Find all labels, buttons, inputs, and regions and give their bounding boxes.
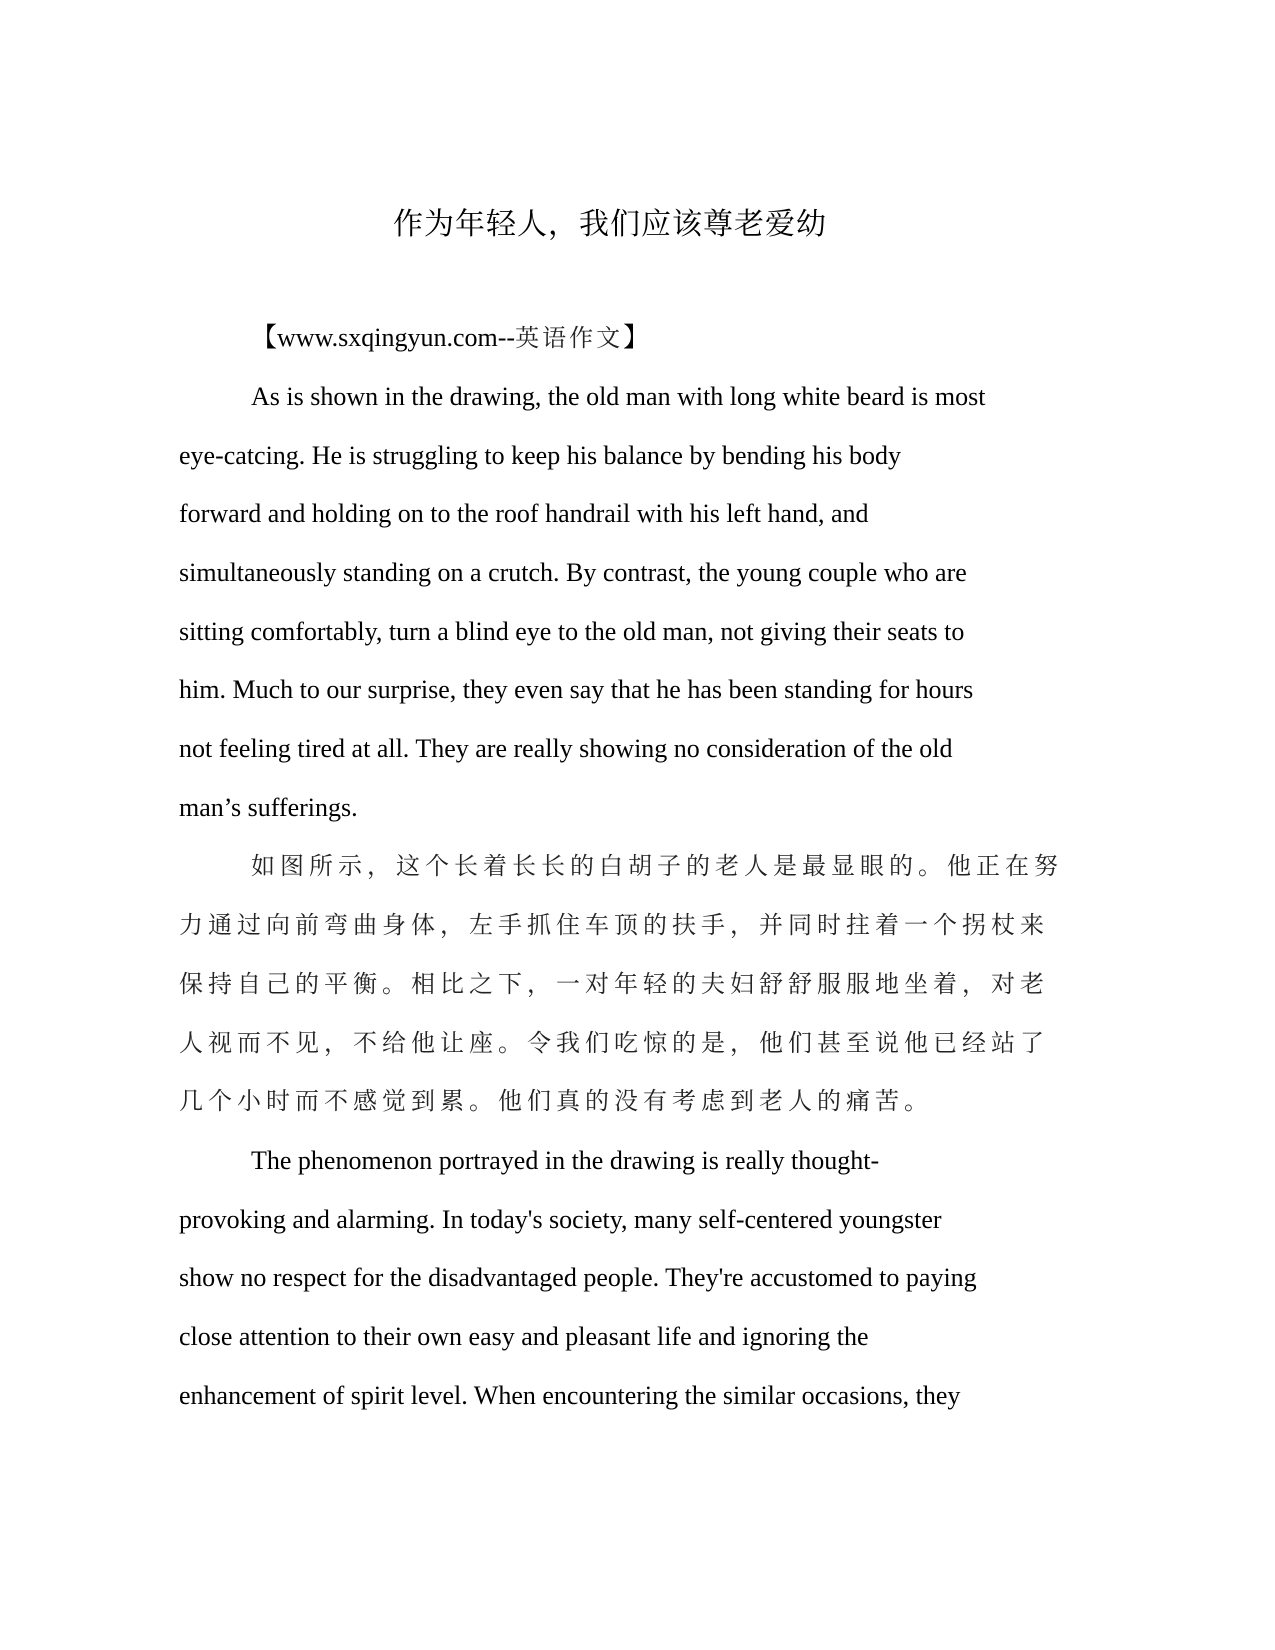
paragraph-1-line: simultaneously standing on a crutch. By contrast, the young couple who are <box>179 558 967 587</box>
paragraph-2-line: 如图所示，这个长着长长的白胡子的老人是最显眼的。他正在努 <box>251 852 1063 880</box>
paragraph-1-line: sitting comfortably, turn a blind eye to the old man, not giving their seats to <box>179 617 965 646</box>
paragraph-1-line: man’s sufferings. <box>179 793 358 822</box>
paragraph-3-line: close attention to their own easy and pleasant life and ignoring the <box>179 1322 869 1351</box>
paragraph-2-line: 力通过向前弯曲身体，左手抓住车顶的扶手，并同时拄着一个拐杖来 <box>179 911 1049 939</box>
paragraph-1-line: As is shown in the drawing, the old man with long white beard is most <box>251 382 986 411</box>
paragraph-3-line: provoking and alarming. In today's society, many self-centered youngster <box>179 1205 942 1234</box>
source-open-bracket: 【 <box>251 323 278 352</box>
paragraph-2-line: 人视而不见，不给他让座。令我们吃惊的是，他们甚至说他已经站了 <box>179 1029 1049 1057</box>
paragraph-3-line: The phenomenon portrayed in the drawing is really thought- <box>251 1146 880 1175</box>
source-close-bracket: 】 <box>623 323 650 352</box>
source-category: 英语作文 <box>515 324 624 352</box>
paragraph-1-line: forward and holding on to the roof handrail with his left hand, and <box>179 499 869 528</box>
source-url: www.sxqingyun.com-- <box>277 323 516 352</box>
paragraph-3-line: enhancement of spirit level. When encountering the similar occasions, they <box>179 1381 961 1410</box>
paragraph-3-line: show no respect for the disadvantaged people. They're accustomed to paying <box>179 1263 977 1292</box>
paragraph-1-line: not feeling tired at all. They are really showing no consideration of the old <box>179 734 953 763</box>
paragraph-2-line: 几个小时而不感觉到累。他们真的没有考虑到老人的痛苦。 <box>179 1087 933 1115</box>
paragraph-2-line: 保持自己的平衡。相比之下，一对年轻的夫妇舒舒服服地坐着，对老 <box>179 970 1049 998</box>
document-title: 作为年轻人，我们应该尊老爱幼 <box>393 207 827 242</box>
paragraph-1-line: him. Much to our surprise, they even say that he has been standing for hours <box>179 675 974 704</box>
paragraph-1-line: eye-catcing. He is struggling to keep his balance by bending his body <box>179 441 902 470</box>
source-line <box>251 321 649 355</box>
